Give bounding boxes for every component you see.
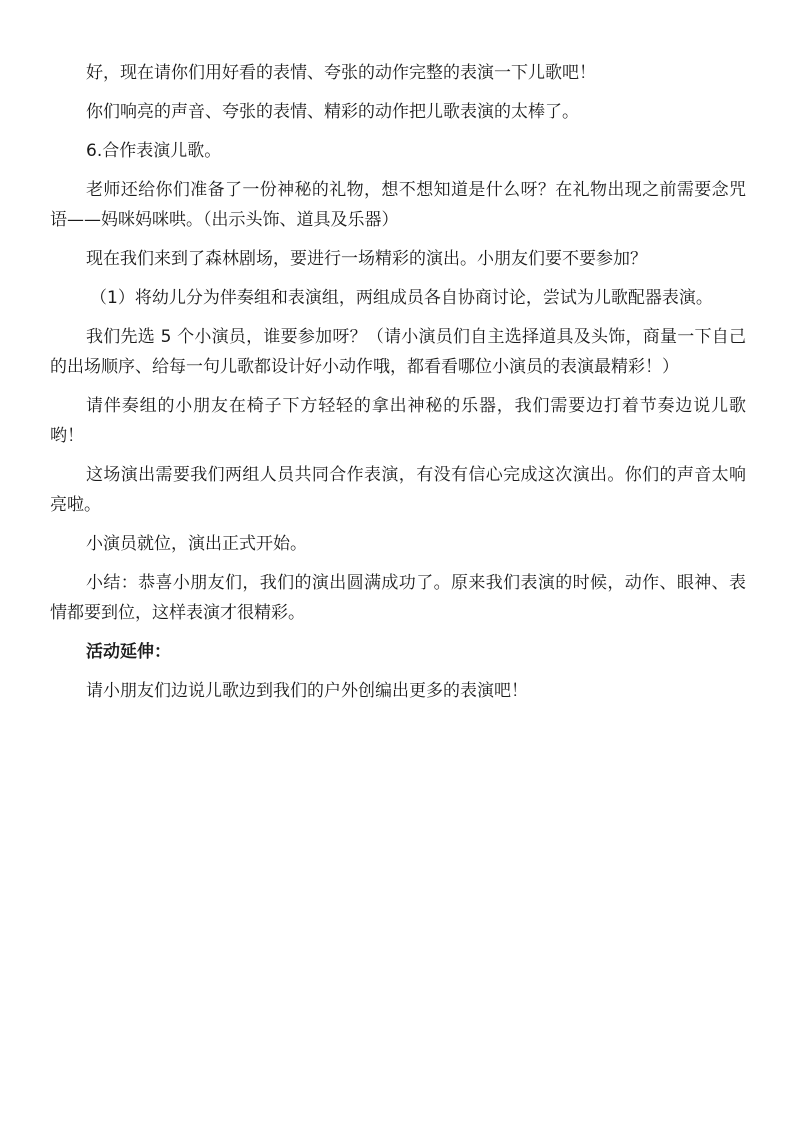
- paragraph-3: 老师还给你们准备了一份神秘的礼物，想不想知道是什么呀？在礼物出现之前需要念咒语——妈咪妈咪哄。（出示头饰、道具及乐器）: [50, 180, 746, 230]
- paragraph-5: （1）将幼儿分为伴奏组和表演组，两组成员各自协商讨论，尝试为儿歌配器表演。: [90, 288, 713, 308]
- summary-paragraph: 小结：恭喜小朋友们，我们的演出圆满成功了。原来我们表演的时候，动作、眼神、表情都要到位，这样表演才很精彩。: [50, 573, 746, 623]
- paragraph-6: 我们先选 5 个小演员，谁要参加呀？（请小演员们自主选择道具及头饰，商量一下自己的出场顺序、给每一句儿歌都设计好小动作哦，都看看哪位小演员的表演最精彩！）: [50, 327, 746, 377]
- extension-heading: 活动延伸：: [86, 642, 171, 662]
- document-body: [50, 58, 746, 715]
- paragraph-9: 小演员就位，演出正式开始。: [86, 534, 307, 554]
- paragraph-2: 你们响亮的声音、夸张的表情、精彩的动作把儿歌表演的太棒了。: [86, 102, 579, 122]
- paragraph-1: 好，现在请你们用好看的表情、夸张的动作完整的表演一下儿歌吧！: [86, 63, 596, 83]
- paragraph-7: 请伴奏组的小朋友在椅子下方轻轻的拿出神秘的乐器，我们需要边打着节奏边说儿歌哟！: [50, 396, 746, 446]
- extension-paragraph: 请小朋友们边说儿歌边到我们的户外创编出更多的表演吧！: [86, 681, 528, 701]
- section-heading-6: 6.合作表演儿歌。: [86, 141, 222, 161]
- paragraph-8: 这场演出需要我们两组人员共同合作表演，有没有信心完成这次演出。你们的声音太响亮啦。: [50, 465, 746, 515]
- paragraph-4: 现在我们来到了森林剧场，要进行一场精彩的演出。小朋友们要不要参加？: [86, 249, 647, 269]
